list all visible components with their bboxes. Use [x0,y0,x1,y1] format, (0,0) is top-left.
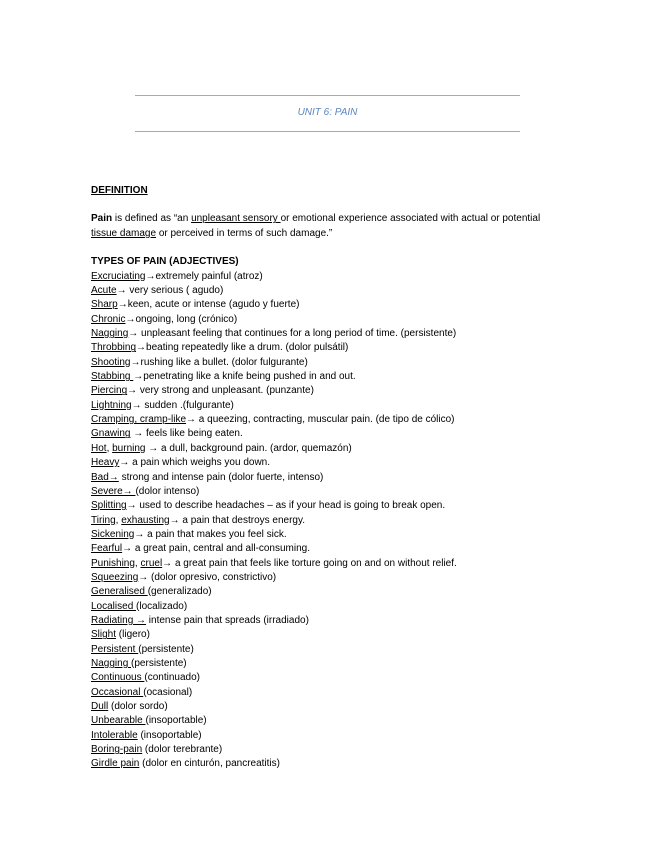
term: Lightning [91,399,132,411]
text-run: → (dolor opresivo, constrictivo) [138,571,277,583]
text-run: → a queezing, contracting, muscular pain. (de tipo de cólico) [186,414,455,426]
term: Radiating → [91,614,147,626]
list-item [91,370,551,384]
list-item [91,743,551,757]
text-run: (dolor intenso) [135,485,200,497]
list-item [91,471,551,485]
term: Acute [91,285,117,297]
term: cruel [140,557,163,569]
text-run: → unpleasant feeling that continues for a long period of time. (persistente) [128,328,457,340]
text-run: → feels like being eaten. [130,428,243,440]
text-run: (dolor en cinturón, pancreatitis) [139,758,280,770]
term: Nagging [91,328,129,340]
term: Shooting [91,356,131,368]
text-run: is defined as “an [112,213,192,225]
list-item [91,413,551,427]
term: exhausting [121,514,170,526]
term: Generalised [91,586,148,598]
definition-heading: DEFINITION [91,185,148,196]
list-item [91,528,551,542]
term: Punishing [91,557,135,569]
list-item [91,757,551,771]
term: Splitting [91,500,127,512]
term: Dull [91,701,109,712]
text-run: →keen, acute or intense (agudo y fuerte) [117,299,300,311]
text-run: → very strong and unpleasant. (punzante) [127,385,314,397]
list-item [91,442,551,456]
text-run: (ligero) [116,629,150,641]
text-run: , [134,557,141,569]
term: Bad→ [91,471,119,483]
list-item [91,671,551,685]
term: Hot [91,442,107,454]
spacer [91,241,551,255]
term: burning [112,442,146,454]
text-run: →beating repeatedly like a drum. (dolor pulsátil) [136,342,349,354]
term: Persistent [91,643,139,655]
list-item [91,700,551,714]
spacer [91,198,551,212]
list-item [91,571,551,585]
text-run: → used to describe headaches – as if your head is going to break open. [126,500,446,512]
text-run: →penetrating like a knife being pushed in and out. [133,371,356,383]
bold-term: Pain [91,213,113,225]
text-run: → a pain that makes you feel sick. [134,528,287,540]
term: Squeezing [91,571,139,583]
text-run: → very serious ( agudo) [116,285,224,297]
list-item [91,729,551,743]
term: Severe→ [91,485,136,497]
list-item [91,456,551,470]
text-run: (localizado) [136,600,188,612]
term: Sharp [91,299,118,311]
types-list [91,270,551,772]
term: Gnawing [91,428,131,440]
list-item [91,356,551,370]
header-rule-top [135,95,520,96]
text-run: → a great pain, central and all-consuming. [122,543,311,555]
text-run: (continuado) [144,672,200,684]
text-run: (persistente) [131,657,187,669]
list-item [91,327,551,341]
text-run: or perceived in terms of such damage.” [156,227,333,239]
term: Continuous [91,672,145,684]
list-item [91,313,551,327]
types-heading: TYPES OF PAIN (ADJECTIVES) [91,256,239,268]
text-run: → a great pain that feels like torture going on and on without relief. [162,557,457,569]
header-rule-bottom [135,131,520,132]
term: Sickening [91,528,135,540]
text-run: →rushing like a bullet. (dolor fulgurante) [130,356,308,368]
text-run: (insoportable) [145,715,207,727]
term: unpleasant sensory [191,213,281,225]
text-run: , [115,514,122,526]
text-run: → a pain that destroys energy. [169,514,306,526]
term: Heavy [91,457,120,469]
list-item [91,557,551,571]
list-item [91,384,551,398]
term: Stabbing [91,371,134,383]
list-item [91,514,551,528]
text-run: , [106,442,113,454]
list-item [91,485,551,499]
term: Occasional [91,686,144,698]
term: Fearful [91,543,123,555]
document-body [91,184,551,772]
list-item [91,284,551,298]
text-run: → a dull, background pain. (ardor, quemazón) [145,442,352,454]
term: Intolerable [91,729,138,741]
list-item [91,614,551,628]
list-item [91,399,551,413]
list-item [91,686,551,700]
term: Tiring [91,514,116,526]
text-run: (dolor terebrante) [142,744,223,756]
text-run: strong and intense pain (dolor fuerte, intenso) [118,471,324,483]
term: Nagging [91,657,132,669]
definition-paragraph [91,212,551,241]
list-item [91,585,551,599]
term: Unbearable [91,715,146,727]
text-run: (persistente) [138,643,194,655]
term: Slight [91,629,117,641]
text-run: →extremely painful (atroz) [145,270,263,282]
list-item [91,600,551,614]
list-item [91,270,551,284]
term: Boring-pain [91,744,143,756]
list-item [91,499,551,513]
list-item [91,628,551,642]
term: Cramping, cramp-like [91,414,187,426]
term: Chronic [91,313,126,325]
text-run: (generalizado) [147,586,212,598]
text-run: (dolor sordo) [108,701,168,712]
page-title: UNIT 6: PAIN [297,107,358,118]
term: Localised [91,600,137,612]
text-run: intense pain that spreads (irradiado) [146,614,309,626]
term: tissue damage [91,227,157,239]
text-run: (insoportable) [137,729,202,741]
list-item [91,298,551,312]
text-run: →ongoing, long (crónico) [125,313,238,325]
text-run: → sudden .(fulgurante) [131,399,234,411]
text-run: or emotional experience associated with actual or potential [280,213,541,225]
list-item [91,714,551,728]
list-item [91,542,551,556]
term: Throbbing [91,342,137,354]
text-run: → a pain which weighs you down. [119,457,270,469]
text-run: (ocasional) [143,686,193,698]
list-item [91,643,551,657]
term: Girdle pain [91,758,140,770]
list-item [91,427,551,441]
list-item [91,657,551,671]
term: Piercing [91,385,128,397]
term: Excruciating [91,270,146,282]
list-item [91,341,551,355]
